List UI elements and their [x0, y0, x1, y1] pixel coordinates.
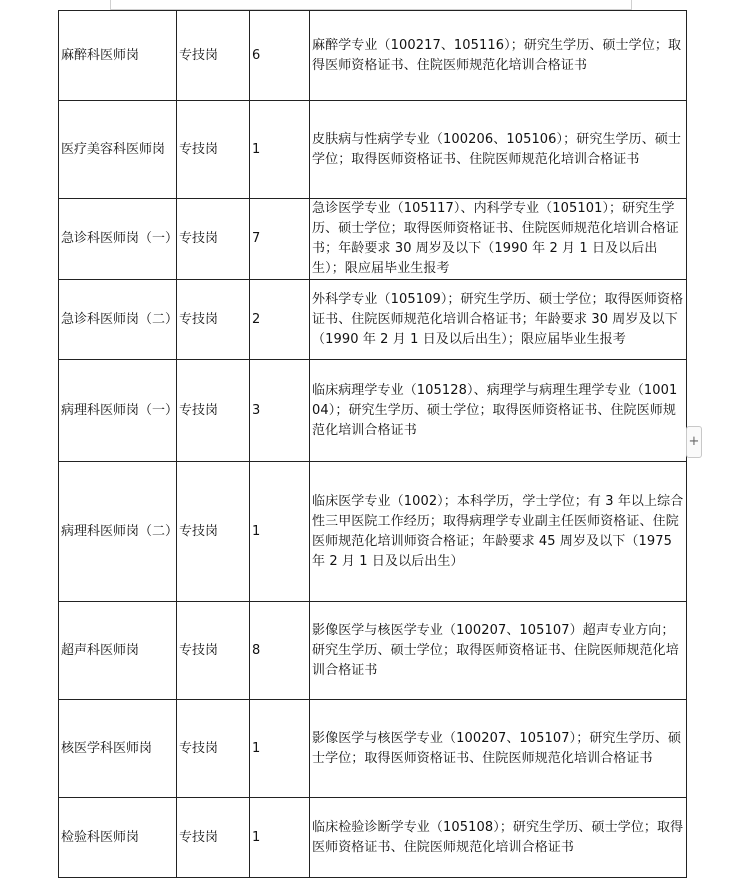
count-cell: 2 — [250, 280, 310, 360]
count-cell: 1 — [250, 700, 310, 798]
table-row — [59, 700, 687, 798]
page-top-border — [110, 0, 632, 10]
position-cell: 医疗美容科医师岗 — [59, 101, 177, 199]
table-row — [59, 280, 687, 360]
position-cell: 麻醉科医师岗 — [59, 11, 177, 101]
count-cell: 1 — [250, 462, 310, 602]
post-type-cell: 专技岗 — [177, 280, 250, 360]
position-cell: 急诊科医师岗（一） — [59, 199, 177, 280]
position-cell: 检验科医师岗 — [59, 798, 177, 878]
requirements-cell: 影像医学与核医学专业（100207、105107）；研究生学历、硕士学位；取得医师资格证书、住院医师规范化培训合格证书 — [310, 700, 687, 798]
count-cell: 3 — [250, 360, 310, 462]
requirements-cell: 皮肤病与性病学专业（100206、105106）；研究生学历、硕士学位；取得医师资格证书、住院医师规范化培训合格证书 — [310, 101, 687, 199]
table-row — [59, 360, 687, 462]
requirements-cell: 影像医学与核医学专业（100207、105107）超声专业方向；研究生学历、硕士学位；取得医师资格证书、住院医师规范化培训合格证书 — [310, 602, 687, 700]
post-type-cell: 专技岗 — [177, 360, 250, 462]
count-cell: 8 — [250, 602, 310, 700]
post-type-cell: 专技岗 — [177, 11, 250, 101]
position-cell: 核医学科医师岗 — [59, 700, 177, 798]
count-cell: 7 — [250, 199, 310, 280]
post-type-cell: 专技岗 — [177, 199, 250, 280]
table-row — [59, 101, 687, 199]
requirements-cell: 麻醉学专业（100217、105116）；研究生学历、硕士学位；取得医师资格证书、住院医师规范化培训合格证书 — [310, 11, 687, 101]
requirements-cell: 临床病理学专业（105128）、病理学与病理生理学专业（100104）；研究生学历、硕士学位；取得医师资格证书、住院医师规范化培训合格证书 — [310, 360, 687, 462]
count-cell: 6 — [250, 11, 310, 101]
count-cell: 1 — [250, 798, 310, 878]
post-type-cell: 专技岗 — [177, 700, 250, 798]
positions-table — [58, 10, 687, 878]
count-cell: 1 — [250, 101, 310, 199]
table-row — [59, 462, 687, 602]
position-cell: 急诊科医师岗（二） — [59, 280, 177, 360]
requirements-cell: 临床医学专业（1002）；本科学历，学士学位；有 3 年以上综合性三甲医院工作经历；取得病理学专业副主任医师资格证、住院医师规范化培训师资合格证；年龄要求 45 周岁及以下（1975 年 2 月 1 日及以后出生） — [310, 462, 687, 602]
table-row — [59, 798, 687, 878]
position-cell: 超声科医师岗 — [59, 602, 177, 700]
position-cell: 病理科医师岗（一） — [59, 360, 177, 462]
requirements-cell: 外科学专业（105109）；研究生学历、硕士学位；取得医师资格证书、住院医师规范化培训合格证书；年龄要求 30 周岁及以下（1990 年 2 月 1 日及以后出生）；限应届毕业生报考 — [310, 280, 687, 360]
expand-button[interactable] — [686, 426, 702, 458]
table-row — [59, 199, 687, 280]
table-row — [59, 11, 687, 101]
requirements-cell: 急诊医学专业（105117）、内科学专业（105101）；研究生学历、硕士学位；取得医师资格证书、住院医师规范化培训合格证书；年龄要求 30 周岁及以下（1990 年 2 月 1 日及以后出生）；限应届毕业生报考 — [310, 199, 687, 280]
requirements-cell: 临床检验诊断学专业（105108）；研究生学历、硕士学位；取得医师资格证书、住院医师规范化培训合格证书 — [310, 798, 687, 878]
post-type-cell: 专技岗 — [177, 101, 250, 199]
post-type-cell: 专技岗 — [177, 602, 250, 700]
table-row — [59, 602, 687, 700]
position-cell: 病理科医师岗（二） — [59, 462, 177, 602]
post-type-cell: 专技岗 — [177, 798, 250, 878]
plus-icon: + — [688, 434, 700, 449]
post-type-cell: 专技岗 — [177, 462, 250, 602]
